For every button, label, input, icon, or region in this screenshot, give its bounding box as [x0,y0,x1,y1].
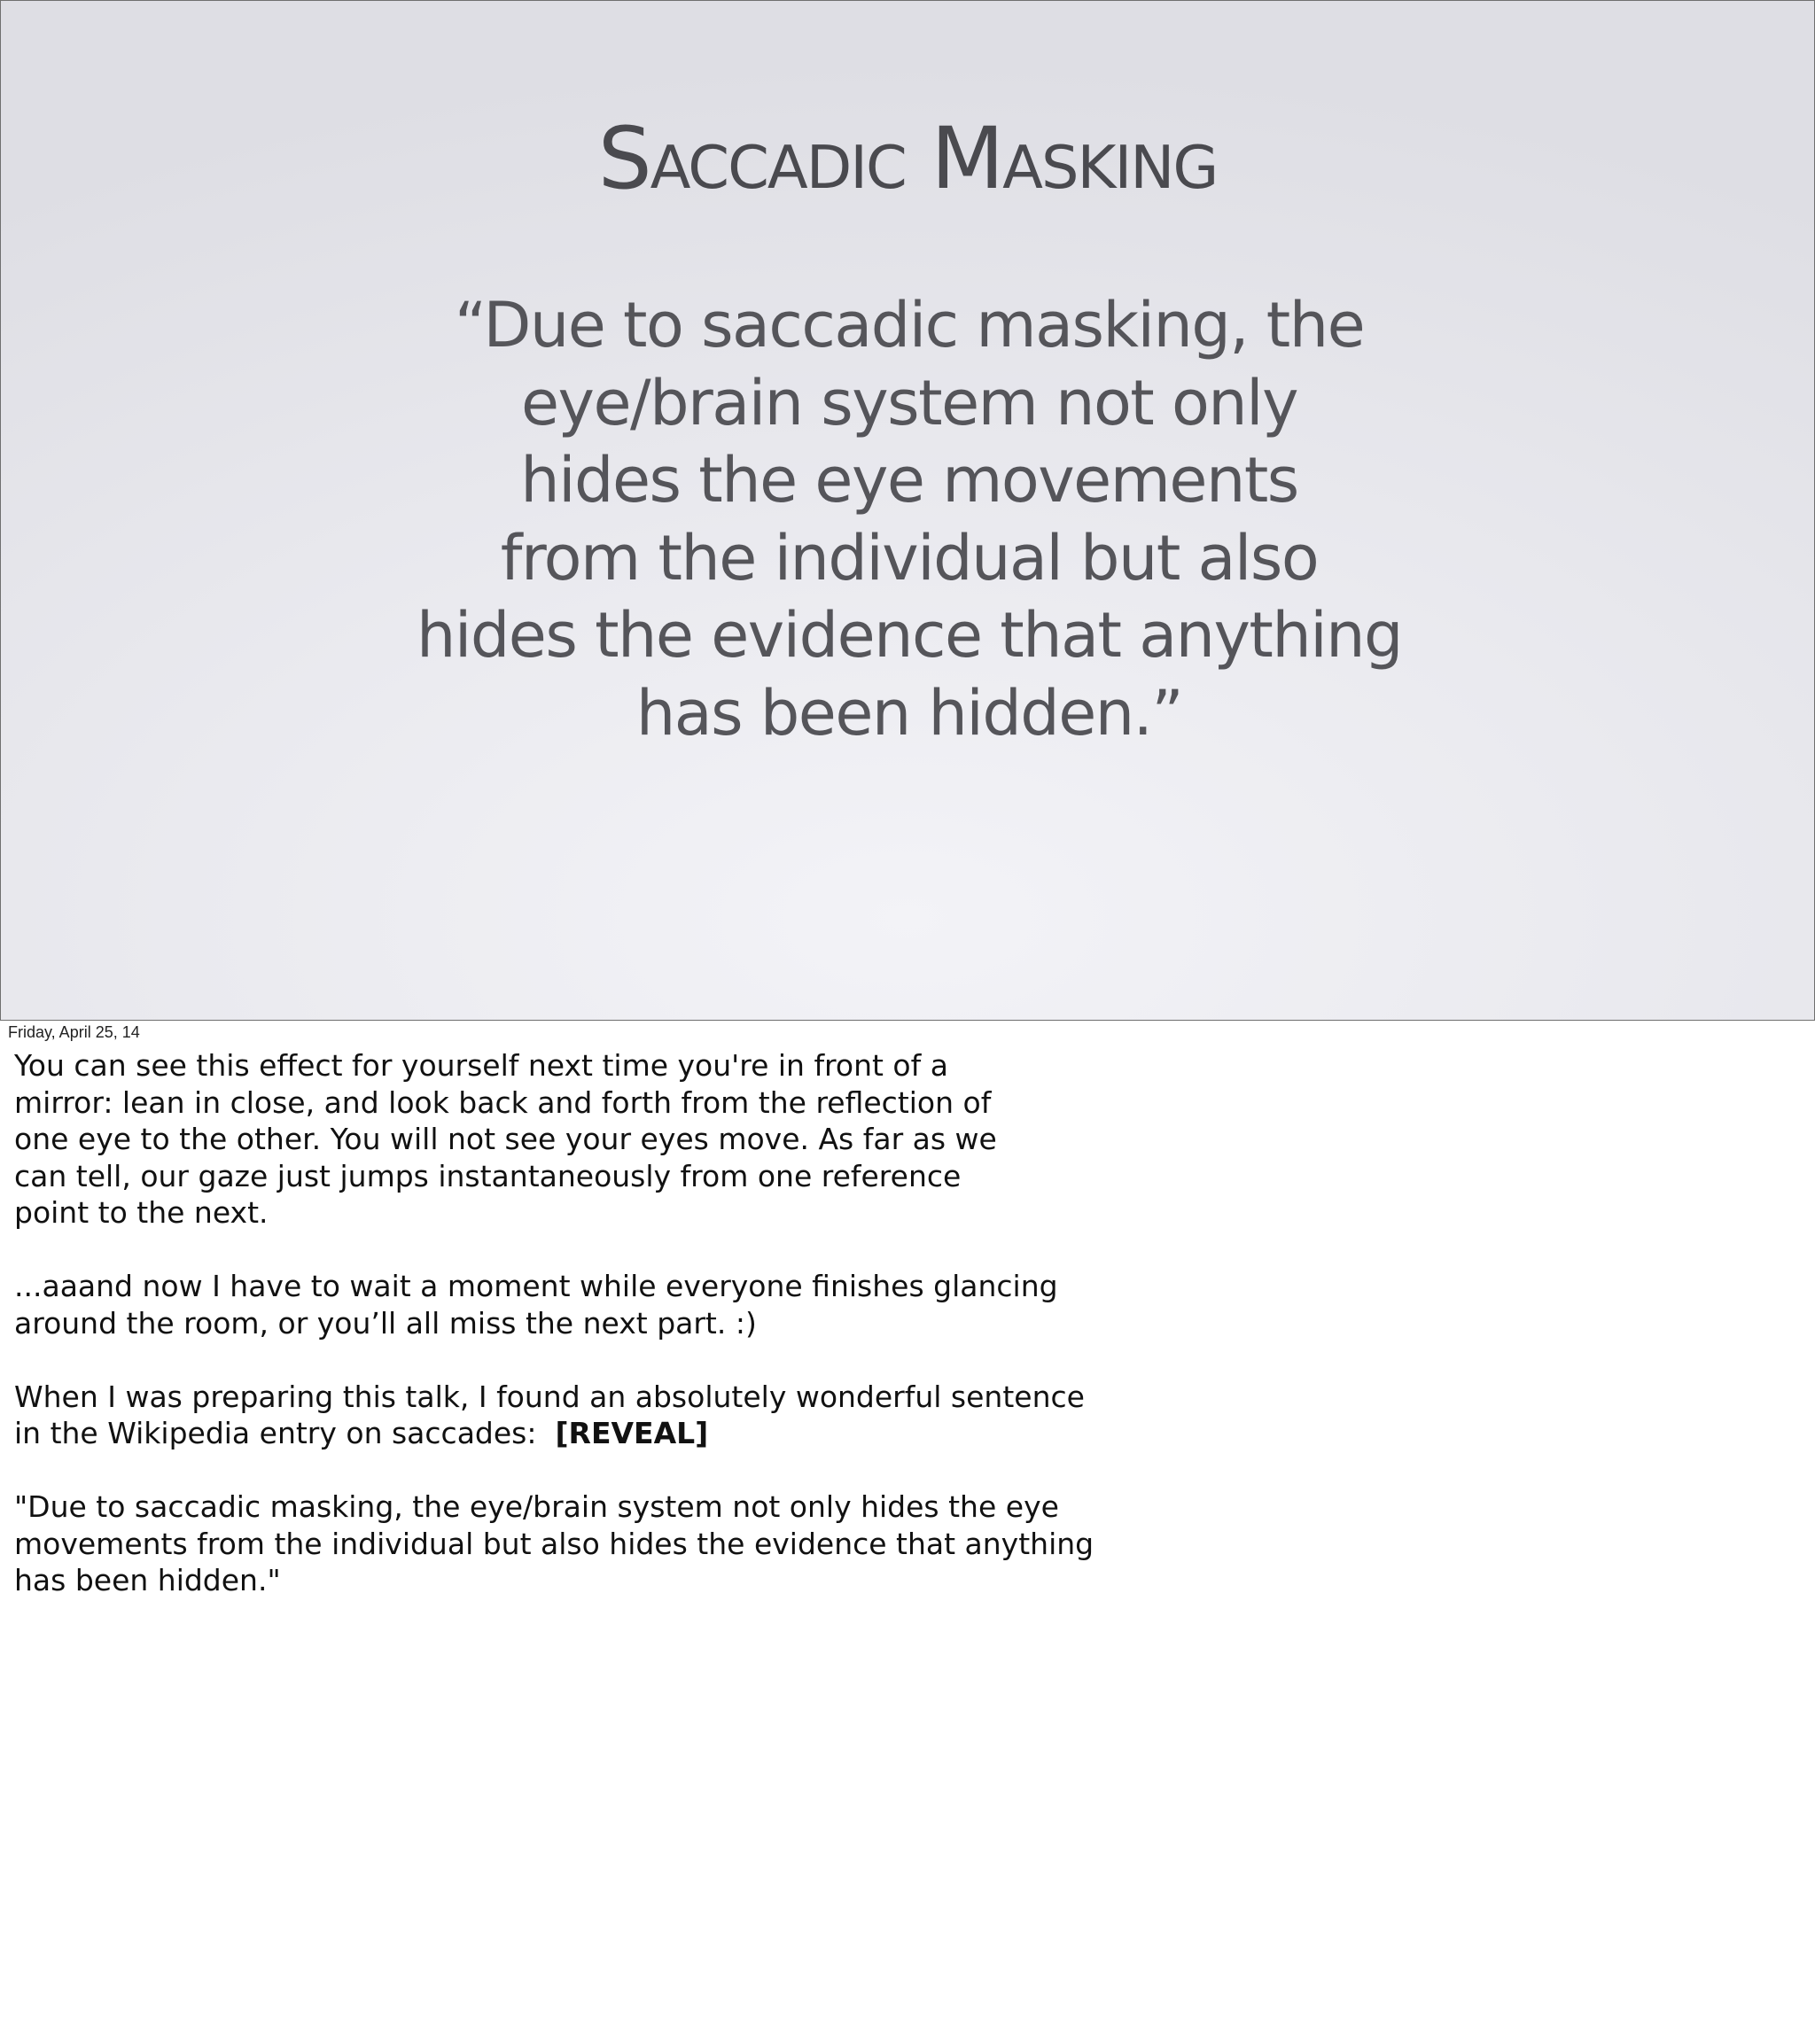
quote-line: “Due to saccadic masking, the [454,289,1365,361]
notes-line: around the room, or you’ll all miss the next part. :) [14,1305,757,1341]
notes-line: "Due to saccadic masking, the eye/brain system not only hides the eye [14,1489,1059,1524]
notes-line: ...aaand now I have to wait a moment while everyone finishes glancing [14,1269,1058,1303]
notes-paragraph [14,1268,1166,1341]
reveal-marker: [REVEAL] [555,1416,709,1450]
notes-line: can tell, our gaze just jumps instantaneously from one reference [14,1158,962,1193]
quote-line: hides the evidence that anything [417,599,1402,672]
notes-line: mirror: lean in close, and look back and forth from the reflection of [14,1084,992,1120]
quote-line: from the individual but also [500,521,1319,595]
notes-line: You can see this effect for yourself next time you're in front of a [14,1048,948,1083]
quote-line: eye/brain system not only [520,366,1298,439]
quote-line: hides the eye movements [520,444,1298,517]
slide-preview [0,0,1815,1021]
notes-paragraph [14,1379,1166,1452]
notes-line: movements from the individual but also hides the evidence that anything [14,1526,1094,1561]
notes-paragraph [14,1488,1166,1599]
notes-line: one eye to the other. You will not see your eyes move. As far as we [14,1122,997,1156]
notes-line: When I was preparing this talk, I found an absolutely wonderful sentence [14,1379,1085,1414]
notes-text: in the Wikipedia entry on saccades: [14,1416,556,1450]
notes-line [14,1415,1166,1452]
notes-paragraph [14,1047,1166,1232]
slide-quote [391,287,1428,752]
notes-line: point to the next. [14,1195,269,1230]
quote-line: has been hidden.” [635,676,1183,750]
speaker-notes [14,1047,1166,1636]
slide-title: Saccadic Masking [597,109,1218,208]
date-label: Friday, April 25, 14 [8,1023,140,1041]
notes-line: has been hidden." [14,1563,281,1597]
